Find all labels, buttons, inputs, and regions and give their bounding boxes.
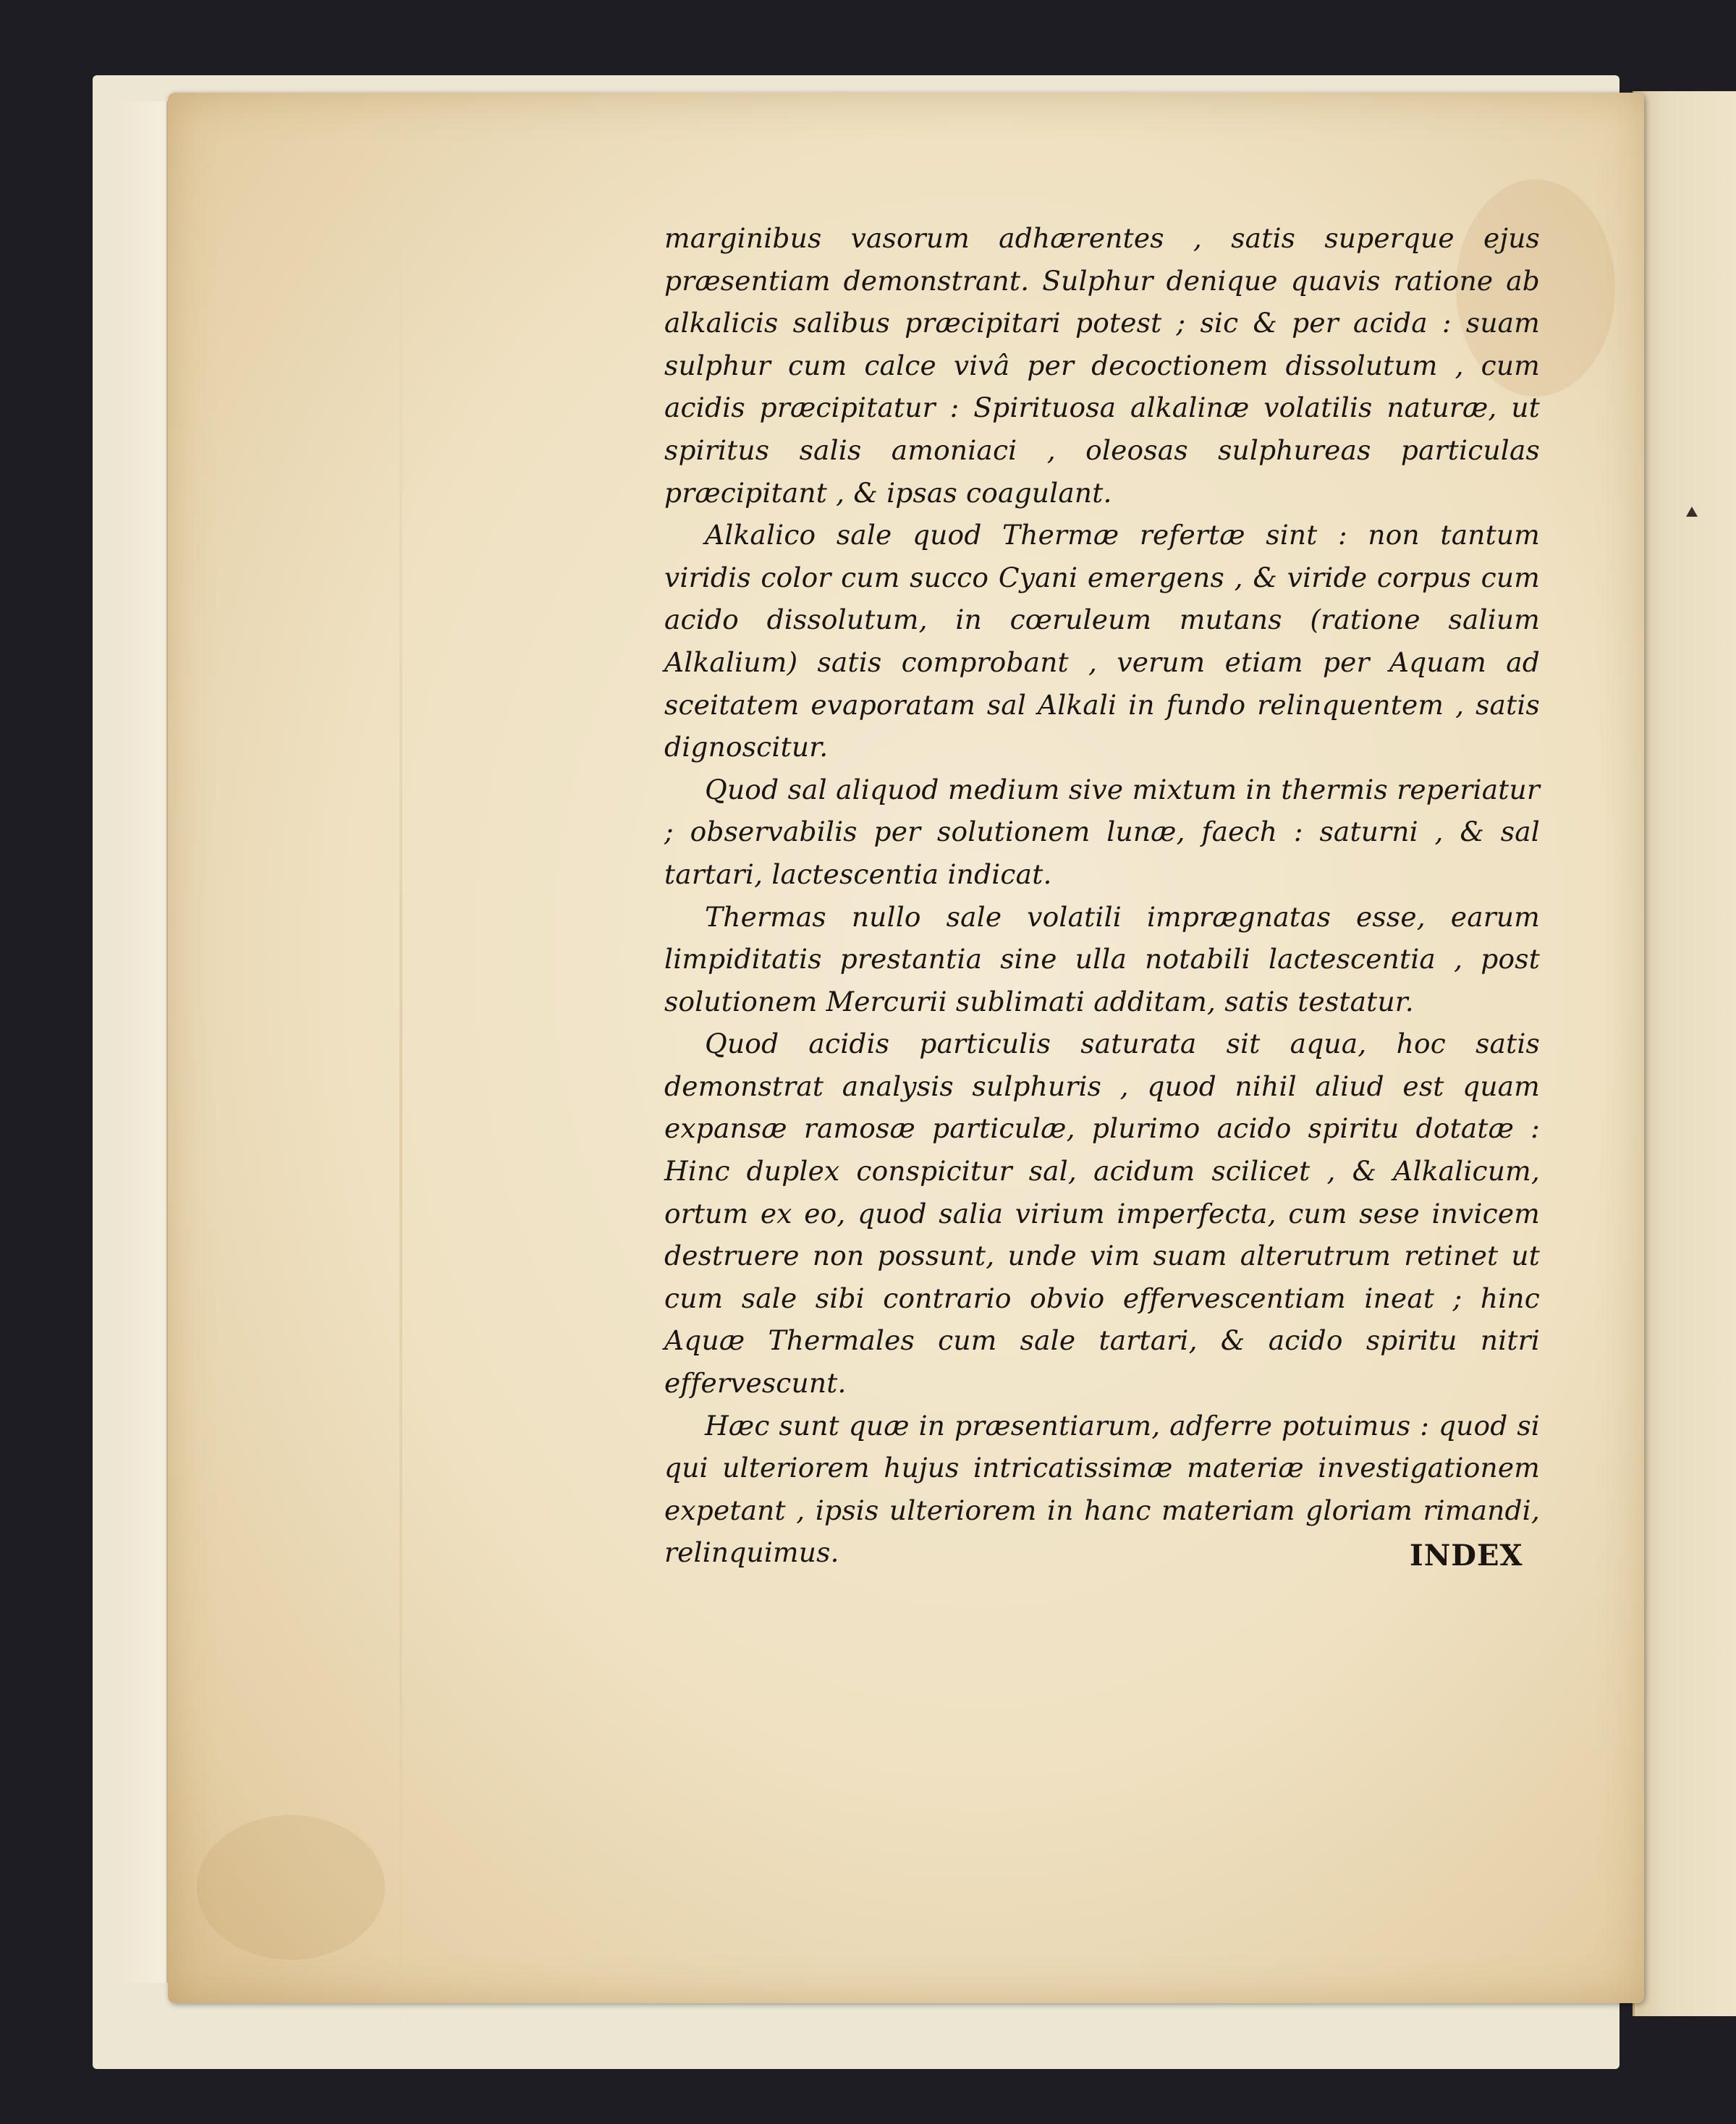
paragraph: Hæc sunt quæ in præsentiarum, adferre potuimus : quod si qui ulteriorem hujus intricatissimæ materiæ investigationem expetant , ipsis ulteriorem in hanc materiam gloriam rimandi, relinquimus. xyxy=(664,1409,1540,1569)
paragraph: Quod sal aliquod medium sive mixtum in thermis reperiatur ; observabilis per solutionem lunæ, faech : saturni , & sal tartari, lactescentia indicat. xyxy=(664,773,1540,890)
paper-stain xyxy=(197,1815,385,1960)
catchword: INDEX xyxy=(1410,1539,1523,1573)
paragraph: Quod acidis particulis saturata sit aqua, hoc satis demonstrat analysis sulphuris , quod nihil aliud est quam expansæ ramosæ particulæ, plurimo acido spiritu dotatæ : Hinc duplex conspicitur sal, acidum scilicet , & Alkalicum, ortum ex eo, quod salia virium imperfecta, cum sese invicem destruere non possunt, unde vim suam alterutrum retinet ut cum sale sibi contrario obvio effervescentiam ineat ; hinc Aquæ Thermales cum sale tartari, & acido spiritu nitri effervescunt. xyxy=(664,1028,1540,1400)
page-fold xyxy=(399,201,402,2054)
facing-page-mark xyxy=(1686,507,1698,517)
paragraph: Thermas nullo sale volatili imprægnatas esse, earum limpiditatis prestantia sine ulla notabili lactescentia , post solutionem Mercurii sublimati additam, satis testatur. xyxy=(664,900,1540,1017)
facing-page-edge xyxy=(1633,91,1736,2016)
body-text xyxy=(664,217,1540,1574)
underlying-page-edge xyxy=(123,101,168,1983)
paragraph: Alkalico sale quod Thermæ refertæ sint : non tantum viridis color cum succo Cyani emergens , & viride corpus cum acido dissolutum, in cœruleum mutans (ratione salium Alkalium) satis comprobant , verum etiam per Aquam ad sceitatem evaporatam sal Alkali in fundo relinquentem , satis dignoscitur. xyxy=(664,519,1540,763)
paragraph: marginibus vasorum adhærentes , satis superque ejus præsentiam demonstrant. Sulphur denique quavis ratione ab alkalicis salibus præcipitari potest ; sic & per acida : suam sulphur cum calce vivâ per decoctionem dissolutum , cum acidis præcipitatur : Spirituosa alkalinæ volatilis naturæ, ut spiritus salis amoniaci , oleosas sulphureas particulas præcipitant , & ipsas coagulant. xyxy=(664,222,1540,509)
